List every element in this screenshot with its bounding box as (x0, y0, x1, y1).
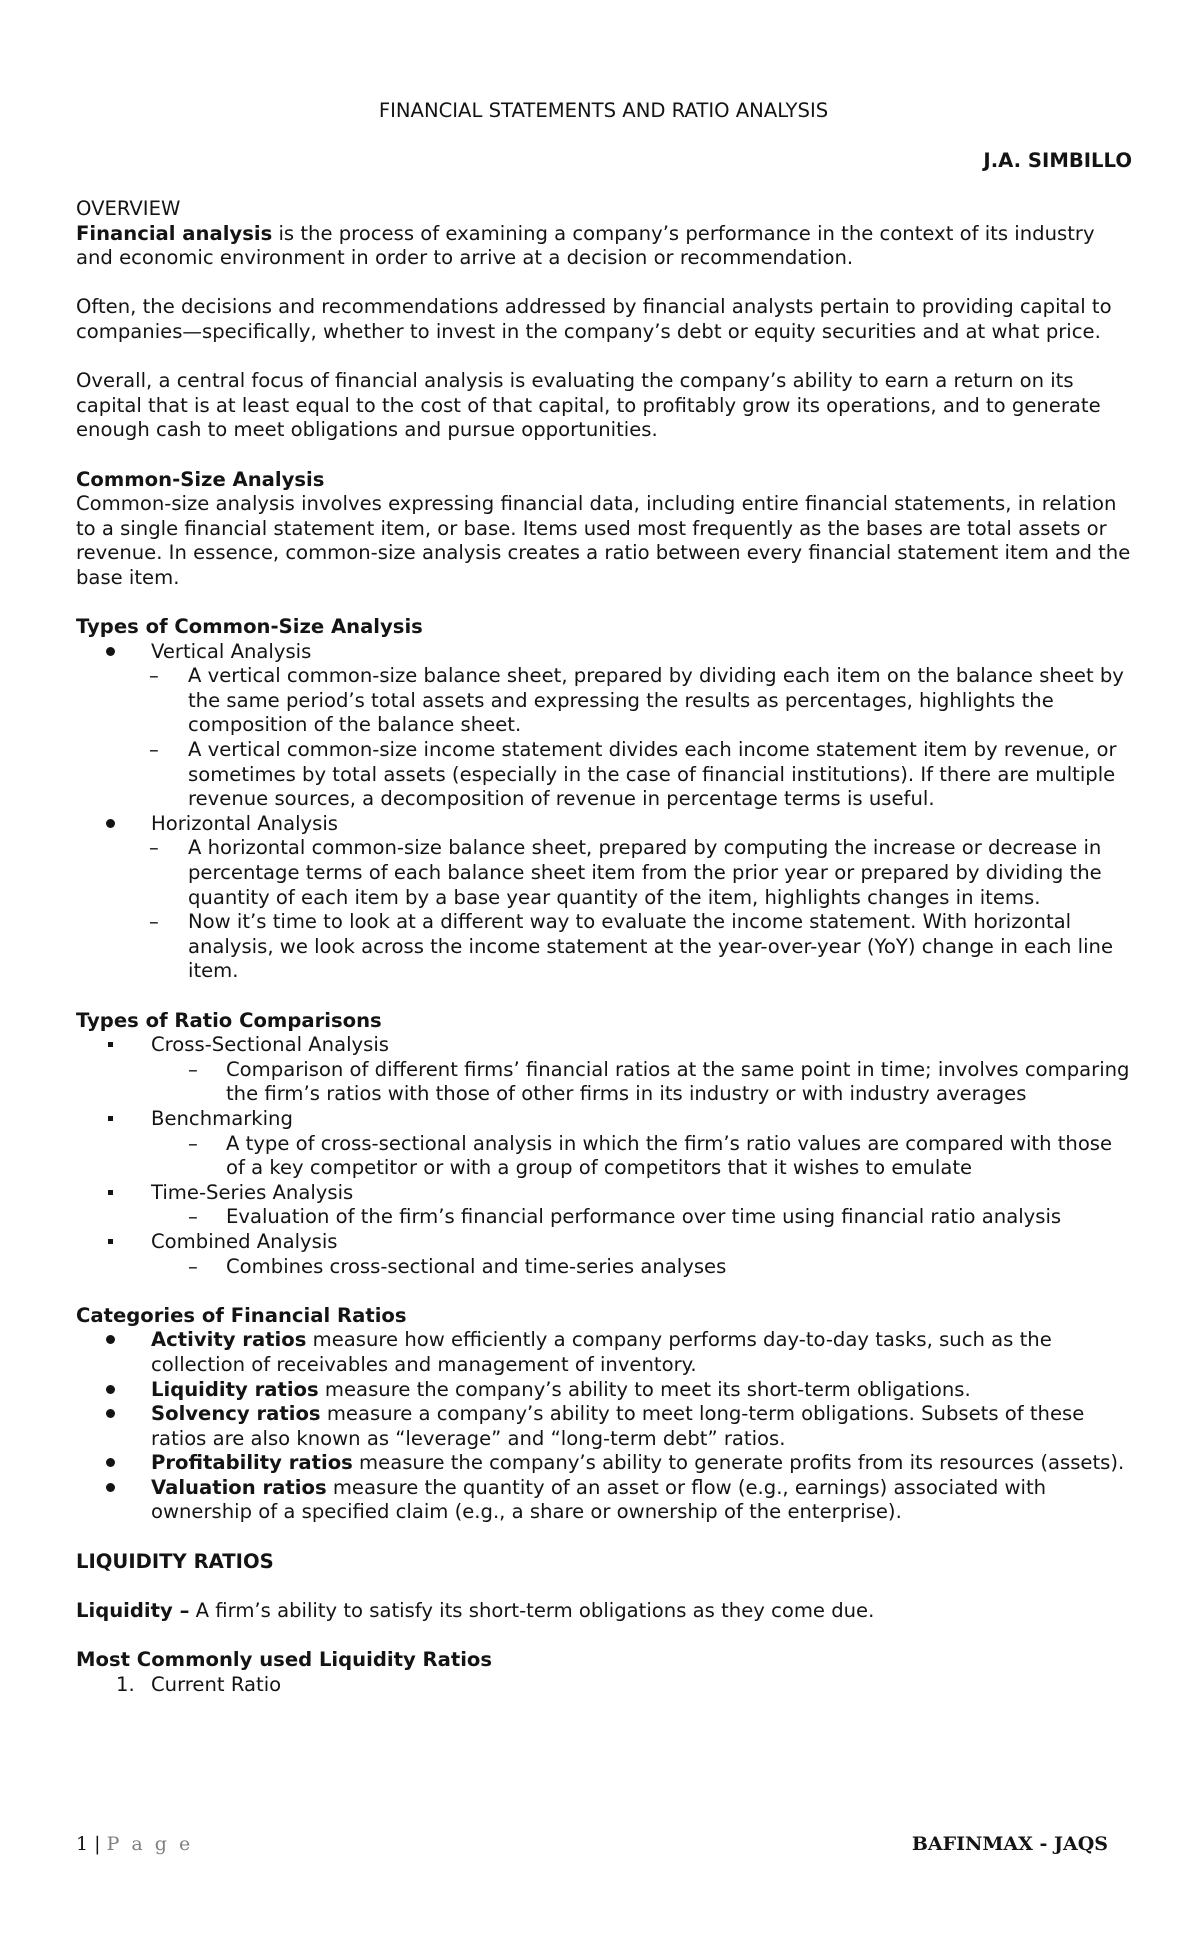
list-subitem: – A vertical common-size income statement divides each income statement item by revenue, or sometimes by total assets (especially in the case of financial institutions). If there are multiple revenue sources, a decomposition of revenue in percentage terms is useful. (149, 738, 1117, 811)
liquidity-ratios-list (76, 1673, 1132, 1698)
overview-paragraph-2: Often, the decisions and recommendations addressed by financial analysts pertain to providing capital to companies—specifically, whether to invest in the company’s debt or equity securities and at what price. (76, 295, 1112, 343)
overview-heading: OVERVIEW (76, 197, 181, 220)
list-item: Combined Analysis (76, 1230, 1132, 1255)
liquidity-heading: LIQUIDITY RATIOS (76, 1549, 274, 1573)
term-financial-analysis: Financial analysis (76, 221, 273, 245)
list-item: Profitability ratios measure the company’s ability to generate profits from its resources (assets). (76, 1451, 1132, 1476)
list-subitem: – Combines cross-sectional and time-series analyses (188, 1254, 727, 1278)
square-bullet-icon (108, 1239, 113, 1244)
overview-paragraph-3: Overall, a central focus of financial analysis is evaluating the company’s ability to earn a return on its capital that is at least equal to the cost of that capital, to profitably grow its operations, and to generate enough cash to meet obligations and pursue opportunities. (76, 369, 1101, 442)
author-name: J.A. SIMBILLO (983, 149, 1132, 172)
types-common-size-list (76, 640, 1132, 984)
dash-icon: – (188, 1254, 198, 1278)
categories-heading: Categories of Financial Ratios (76, 1303, 407, 1327)
common-size-text: Common-size analysis involves expressing financial data, including entire financial statements, in relation to a single financial statement item, or base. Items used most frequently as the bases are total assets or revenue. In essence, common-size analysis creates a ratio between every financial statement item and the base item. (76, 492, 1131, 589)
list-item: Benchmarking (76, 1107, 1132, 1132)
ratio-comparisons-heading: Types of Ratio Comparisons (76, 1008, 382, 1032)
dash-icon: – (149, 836, 159, 860)
list-subitem: – Comparison of different firms’ financial ratios at the same point in time; involves comparing the firm’s ratios with those of other firms in its industry or with industry averages (188, 1057, 1130, 1106)
square-bullet-icon (108, 1116, 113, 1121)
footer-course-code: BAFINMAX - JAQS (911, 1833, 1108, 1855)
list-item: Cross-Sectional Analysis (76, 1033, 1132, 1058)
common-liquidity-heading: Most Commonly used Liquidity Ratios (76, 1648, 493, 1672)
square-bullet-icon (108, 1190, 113, 1195)
document-body (76, 197, 1132, 1697)
dash-icon: – (149, 910, 159, 934)
list-item: Time-Series Analysis (76, 1181, 1132, 1206)
list-item: 1. Current Ratio (116, 1672, 282, 1696)
list-item: Activity ratios measure how efficiently a company performs day-to-day tasks, such as the collection of receivables and management of inventory. (76, 1328, 1132, 1377)
bullet-icon (106, 1385, 115, 1394)
list-subitem: – A horizontal common-size balance sheet, prepared by computing the increase or decrease in percentage terms of each balance sheet item from the prior year or prepared by dividing the quantity of each item by a base year quantity of the item, highlights changes in items. (149, 836, 1102, 909)
bullet-icon (106, 647, 115, 656)
list-item: Solvency ratios measure a company’s ability to meet long-term obligations. Subsets of these ratios are also known as “leverage” and “long-term debt” ratios. (76, 1402, 1132, 1451)
bullet-icon (106, 1335, 115, 1344)
list-item: Valuation ratios measure the quantity of an asset or flow (e.g., earnings) associated with ownership of a specified claim (e.g., a share or ownership of the enterprise). (76, 1476, 1132, 1525)
ratio-comparisons-list (76, 1033, 1132, 1279)
list-subitem: – Now it’s time to look at a different way to evaluate the income statement. With horizontal analysis, we look across the income statement at the year-over-year (YoY) change in each line item. (149, 910, 1114, 983)
dash-icon: – (188, 1057, 198, 1081)
list-item: Horizontal Analysis (76, 812, 1132, 837)
list-subitem: – Evaluation of the firm’s financial performance over time using financial ratio analysis (188, 1205, 1062, 1229)
list-subitem: – A vertical common-size balance sheet, prepared by dividing each item on the balance sheet by the same period’s total assets and expressing the results as percentages, highlights the composition of the balance sheet. (149, 664, 1124, 737)
bullet-icon (106, 1458, 115, 1467)
page-number: 1 | P a g e (76, 1833, 194, 1855)
dash-icon: – (149, 664, 159, 688)
types-common-size-heading: Types of Common-Size Analysis (76, 615, 423, 639)
bullet-icon (106, 1483, 115, 1492)
dash-icon: – (188, 1205, 198, 1229)
common-size-heading: Common-Size Analysis (76, 467, 325, 491)
categories-list (76, 1328, 1132, 1525)
bullet-icon (106, 819, 115, 828)
bullet-icon (106, 1409, 115, 1418)
dash-icon: – (149, 738, 159, 762)
square-bullet-icon (108, 1042, 113, 1047)
overview-paragraph-1: Financial analysis is the process of examining a company’s performance in the context of its industry and economic environment in order to arrive at a decision or recommendation. (76, 221, 1095, 270)
list-item: Vertical Analysis (76, 640, 1132, 665)
liquidity-definition: Liquidity – A firm’s ability to satisfy its short-term obligations as they come due. (76, 1598, 875, 1622)
document-title: FINANCIAL STATEMENTS AND RATIO ANALYSIS (378, 99, 829, 122)
list-item: Liquidity ratios measure the company’s ability to meet its short-term obligations. (76, 1378, 1132, 1403)
dash-icon: – (188, 1131, 198, 1155)
list-subitem: – A type of cross-sectional analysis in which the firm’s ratio values are compared with those of a key competitor or with a group of competitors that it wishes to emulate (188, 1131, 1113, 1180)
